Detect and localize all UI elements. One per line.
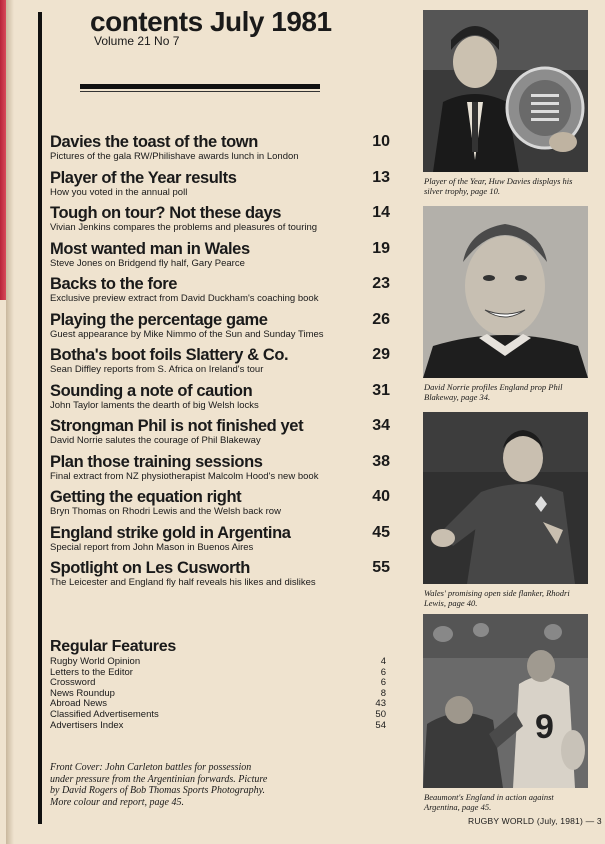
entry-title: Plan those training sessions: [50, 452, 263, 471]
vertical-rule: [38, 12, 42, 824]
feature-label: Rugby World Opinion: [50, 656, 141, 667]
entry-page: 29: [372, 346, 390, 363]
regular-feature-item[interactable]: [50, 668, 390, 679]
caption-trophy: Player of the Year, Huw Davies displays his silver trophy, page 10.: [424, 176, 573, 196]
cover-note: Front Cover: John Carleton battles for possession under pressure from the Argentinian forwards. Picture by David Rogers of Bob Thomas Sports Photography. More colour and report, page 45.: [50, 762, 268, 808]
entry-title: Getting the equation right: [50, 488, 242, 506]
entry-page: 40: [372, 488, 390, 505]
entry-page: 34: [372, 417, 390, 434]
contents-entry[interactable]: [50, 311, 390, 347]
entry-subtitle: The Leicester and England fly half reveals his likes and dislikes: [50, 577, 316, 588]
entry-subtitle: Bryn Thomas on Rhodri Lewis and the Welsh back row: [50, 506, 281, 517]
contents-entry[interactable]: [50, 559, 390, 595]
feature-page: 4: [380, 656, 386, 667]
regular-features-title: Regular Features: [50, 638, 176, 655]
entry-subtitle: How you voted in the annual poll: [50, 186, 188, 198]
entry-subtitle: Special report from John Mason in Buenos Aires: [50, 541, 254, 553]
entry-subtitle: David Norrie salutes the courage of Phil Blakeway: [50, 435, 261, 446]
contents-entry[interactable]: [50, 488, 390, 524]
entry-page: 23: [372, 275, 390, 292]
contents-entry[interactable]: [50, 417, 390, 453]
entry-title: Sounding a note of caution: [50, 381, 253, 400]
entry-title: Backs to the fore: [50, 275, 178, 293]
photo-flanker: [423, 412, 588, 584]
entry-title: Most wanted man in Wales: [50, 239, 250, 258]
photo-portrait: [423, 206, 588, 378]
entry-title: Playing the percentage game: [50, 310, 268, 329]
contents-entry[interactable]: [50, 346, 390, 382]
feature-label: Letters to the Editor: [50, 666, 133, 678]
entry-subtitle: Vivian Jenkins compares the problems and pleasures of touring: [50, 222, 318, 233]
entry-subtitle: Guest appearance by Mike Nimmo of the Sun and Sunday Times: [50, 328, 324, 340]
feature-label: Abroad News: [50, 698, 108, 710]
entry-page: 31: [372, 381, 390, 399]
feature-label: Crossword: [50, 677, 96, 689]
feature-label: Classified Advertisements: [50, 708, 159, 720]
regular-features: [50, 637, 390, 731]
entry-page: 55: [372, 559, 390, 576]
contents-entry[interactable]: [50, 275, 390, 311]
entry-page: 14: [372, 204, 390, 221]
entry-subtitle: Sean Diffley reports from S. Africa on Ireland's tour: [50, 364, 264, 375]
entry-page: 13: [372, 168, 390, 186]
entry-subtitle: Pictures of the gala RW/Philishave awards lunch in London: [50, 151, 299, 162]
feature-label: Advertisers Index: [50, 719, 124, 731]
feature-page: 8: [380, 687, 386, 699]
contents-entry[interactable]: [50, 240, 390, 276]
entry-subtitle: Exclusive preview extract from David Duckham's coaching book: [50, 293, 319, 304]
volume-label: Volume 21 No 7: [94, 34, 180, 48]
regular-feature-item[interactable]: [50, 721, 390, 732]
entry-subtitle: Final extract from NZ physiotherapist Malcolm Hood's new book: [50, 470, 319, 482]
feature-page: 54: [375, 719, 386, 731]
photo-trophy: [423, 10, 588, 172]
entry-title: Davies the toast of the town: [50, 133, 258, 151]
caption-flanker: Wales' promising open side flanker, Rhodri Lewis, page 40.: [424, 588, 570, 608]
entry-page: 45: [372, 523, 390, 541]
photo-match-action: [423, 614, 588, 788]
contents-entry[interactable]: [50, 453, 390, 489]
entry-subtitle: Steve Jones on Bridgend fly half, Gary Pearce: [50, 257, 245, 269]
contents-entry[interactable]: [50, 382, 390, 418]
entry-title: England strike gold in Argentina: [50, 523, 291, 542]
feature-page: 43: [375, 698, 386, 710]
entry-page: 10: [372, 133, 390, 150]
caption-match-action: Beaumont's England in action against Argentina, page 45.: [424, 792, 554, 812]
feature-label: News Roundup: [50, 687, 115, 699]
page-title: contents July 1981: [90, 6, 332, 37]
entry-page: 19: [372, 239, 390, 257]
header-rule: [80, 84, 320, 89]
entry-title: Spotlight on Les Cusworth: [50, 559, 250, 577]
contents-entry[interactable]: [50, 524, 390, 560]
page-edge-shadow: [6, 0, 14, 844]
entry-subtitle: John Taylor laments the dearth of big Welsh locks: [50, 399, 259, 411]
contents-entry[interactable]: [50, 169, 390, 205]
svg-text:9: 9: [535, 708, 554, 746]
contents-list: [50, 133, 390, 595]
entry-title: Strongman Phil is not finished yet: [50, 417, 304, 435]
contents-entry[interactable]: [50, 204, 390, 240]
page-footer: RUGBY WORLD (July, 1981) — 3: [468, 816, 602, 826]
entry-page: 26: [372, 310, 390, 328]
entry-title: Tough on tour? Not these days: [50, 204, 282, 222]
feature-page: 6: [380, 677, 386, 689]
caption-portrait: David Norrie profiles England prop Phil Blakeway, page 34.: [424, 382, 563, 402]
entry-title: Player of the Year results: [50, 168, 237, 187]
entry-title: Botha's boot foils Slattery & Co.: [50, 346, 289, 364]
entry-page: 38: [372, 452, 390, 470]
contents-entry[interactable]: [50, 133, 390, 169]
feature-page: 50: [375, 708, 386, 720]
feature-page: 6: [380, 666, 386, 678]
